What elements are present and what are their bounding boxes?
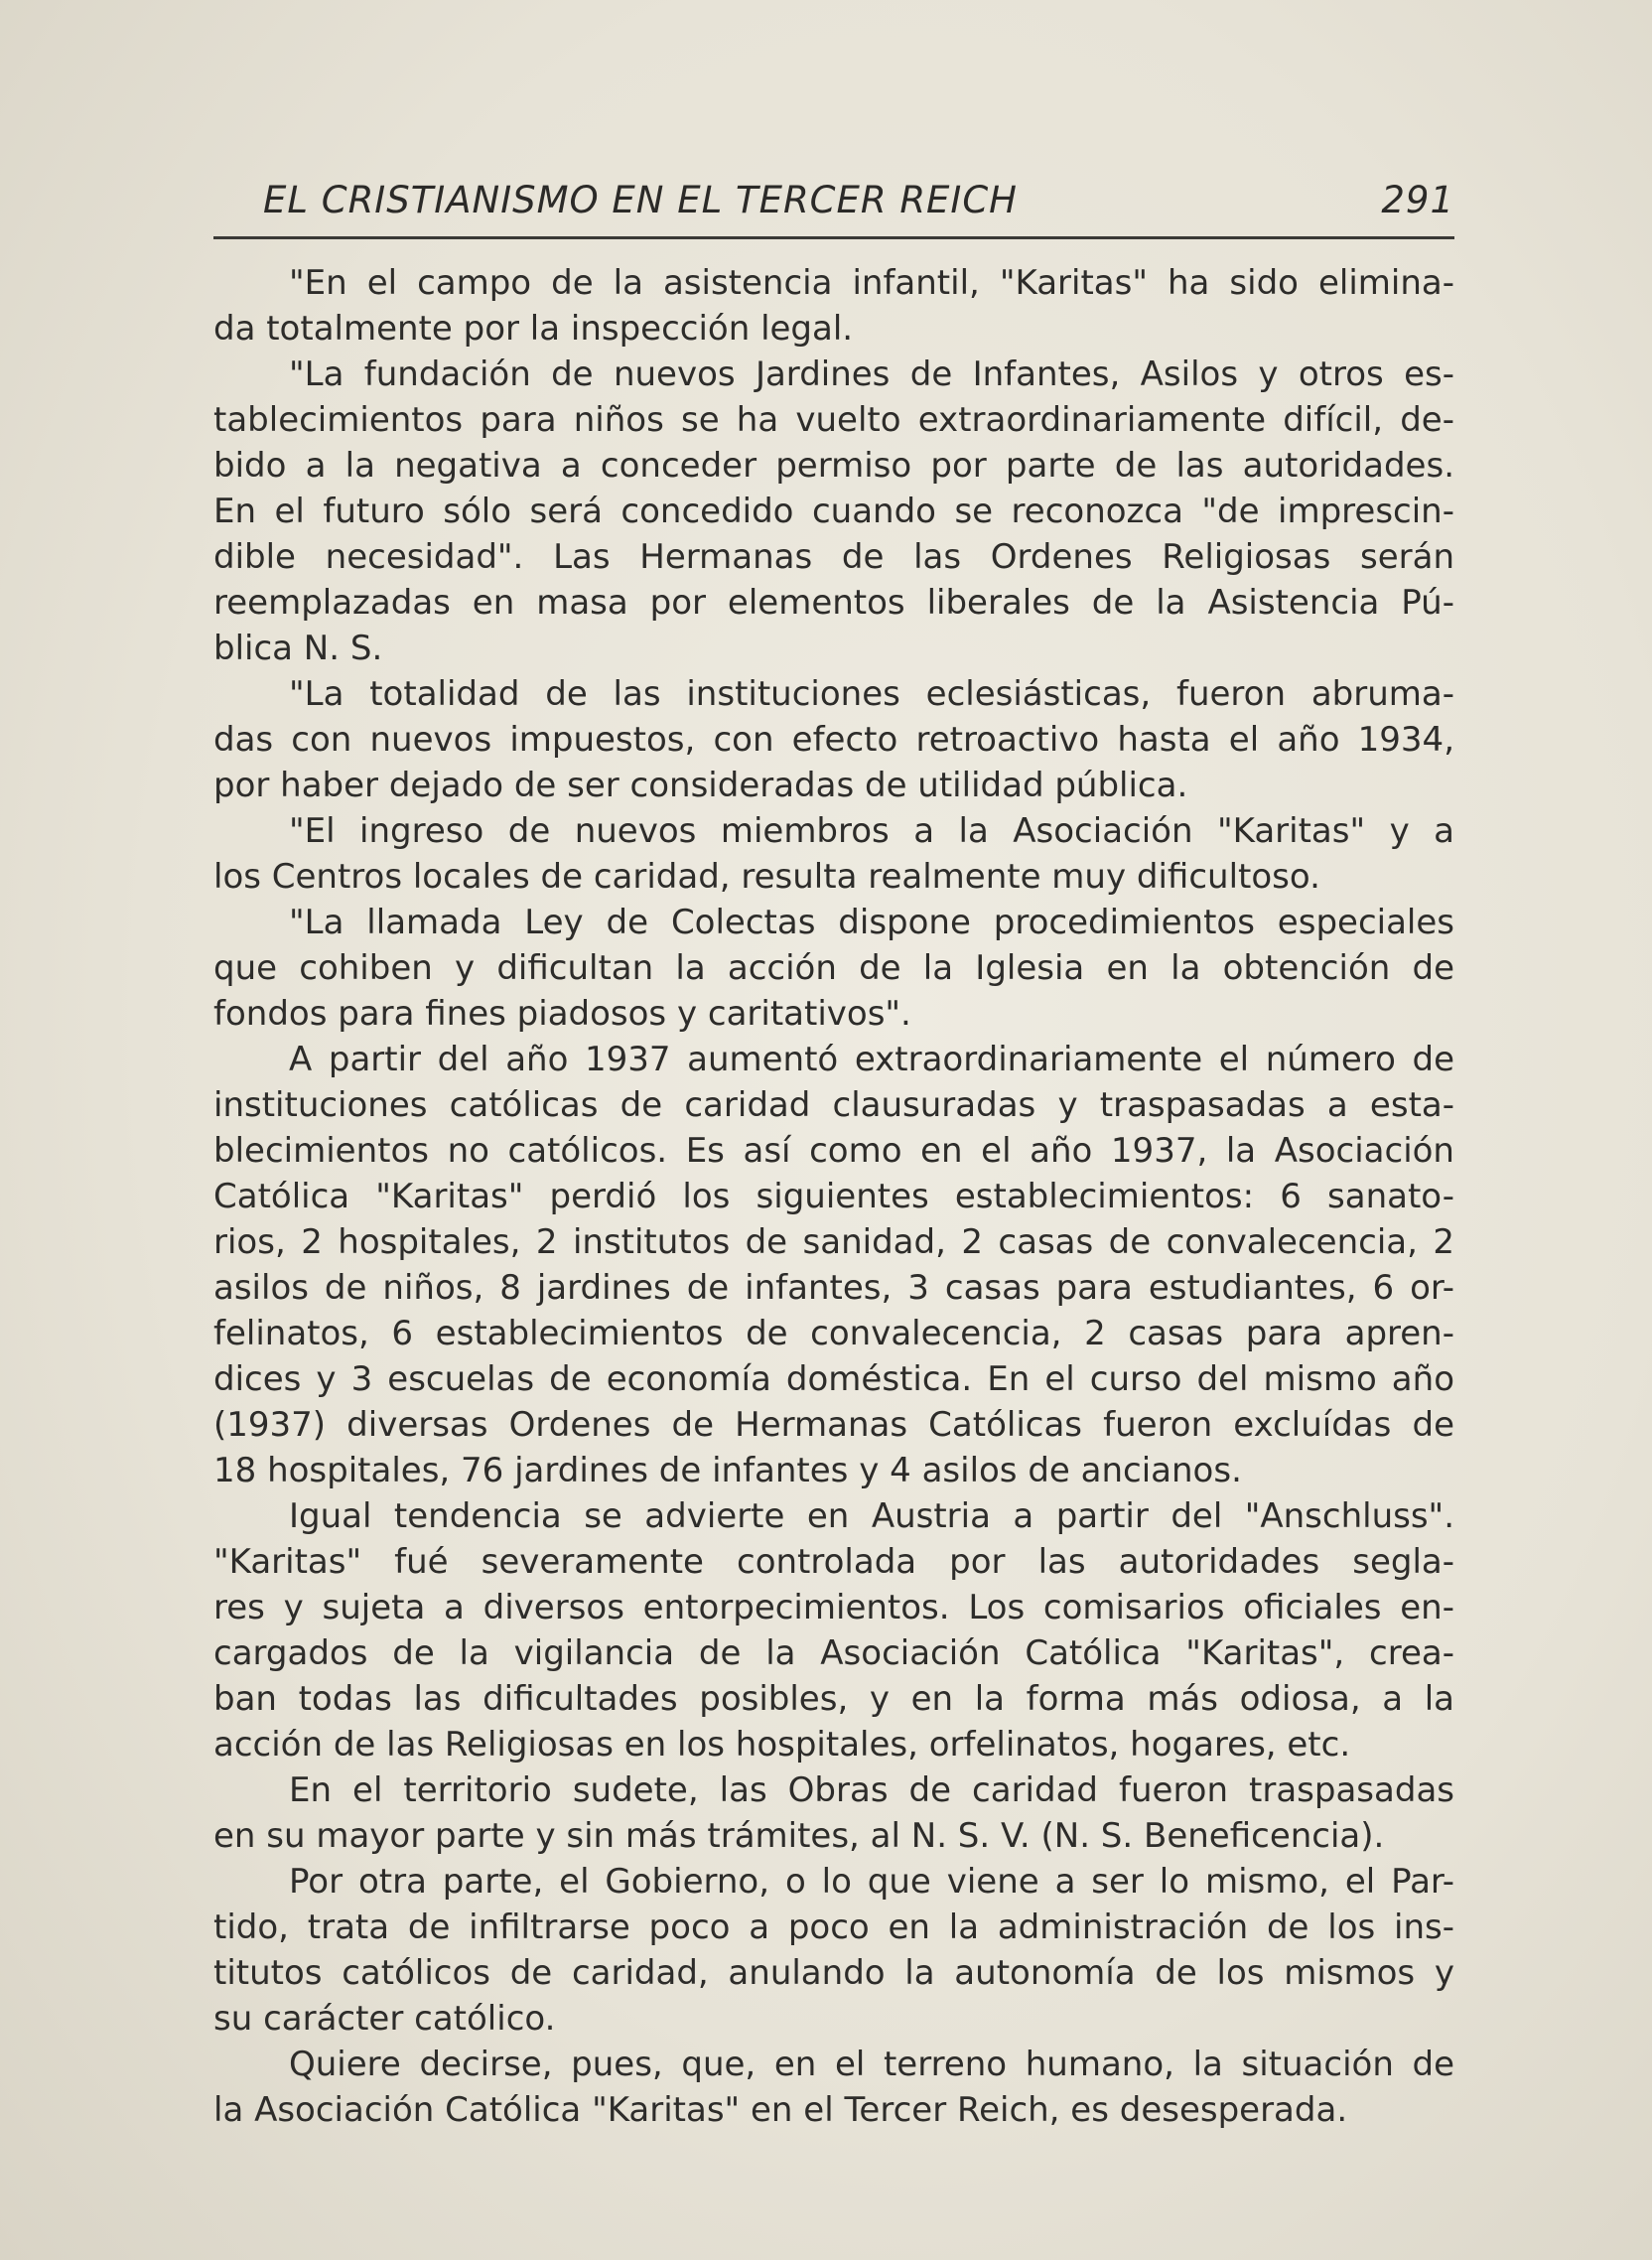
text-line: res y sujeta a diversos entorpecimientos. Los comisarios oficiales en-: [213, 1588, 1454, 1627]
text-line: rios, 2 hospitales, 2 institutos de sanidad, 2 casas de convalecencia, 2: [213, 1222, 1454, 1262]
paragraph: [213, 2042, 1454, 2133]
text-line: asilos de niños, 8 jardines de infantes, 3 casas para estudiantes, 6 or-: [213, 1268, 1454, 1308]
text-line: blica N. S.: [213, 629, 383, 668]
text-line: "Karitas" fué severamente controlada por las autoridades segla-: [213, 1542, 1454, 1582]
text-line: das con nuevos impuestos, con efecto retroactivo hasta el año 1934,: [213, 720, 1454, 760]
text-line: En el futuro sólo será concedido cuando se reconozca "de imprescin-: [213, 492, 1454, 531]
paragraph: [213, 1859, 1454, 2042]
text-line: Igual tendencia se advierte en Austria a partir del "Anschluss".: [289, 1496, 1454, 1536]
text-line: tablecimientos para niños se ha vuelto extraordinariamente difícil, de-: [213, 400, 1454, 440]
text-line: ban todas las dificultades posibles, y en la forma más odiosa, a la: [213, 1679, 1454, 1719]
text-line: instituciones católicas de caridad clausuradas y traspasadas a esta-: [213, 1085, 1454, 1125]
text-line: dices y 3 escuelas de economía doméstica. En el curso del mismo año: [213, 1359, 1454, 1399]
text-line: por haber dejado de ser consideradas de utilidad pública.: [213, 766, 1188, 805]
text-line: blecimientos no católicos. Es así como en el año 1937, la Asociación: [213, 1131, 1454, 1171]
text-line: "En el campo de la asistencia infantil, "Karitas" ha sido elimina-: [289, 263, 1454, 303]
paragraph: [213, 808, 1454, 900]
paragraph: [213, 1493, 1454, 1767]
page-header: [213, 179, 1454, 238]
text-line: los Centros locales de caridad, resulta realmente muy dificultoso.: [213, 857, 1320, 897]
text-line: tido, trata de infiltrarse poco a poco en la administración de los ins-: [213, 1907, 1454, 1947]
text-line: dible necesidad". Las Hermanas de las Ordenes Religiosas serán: [213, 537, 1454, 577]
running-title: EL CRISTIANISMO EN EL TERCER REICH: [263, 179, 1018, 221]
text-line: la Asociación Católica "Karitas" en el Tercer Reich, es desesperada.: [213, 2090, 1348, 2130]
body-text: [213, 260, 1454, 2133]
paragraph: [213, 671, 1454, 808]
text-line: (1937) diversas Ordenes de Hermanas Católicas fueron excluídas de: [213, 1405, 1454, 1445]
text-line: que cohiben y dificultan la acción de la Iglesia en la obtención de: [213, 948, 1454, 988]
text-line: Quiere decirse, pues, que, en el terreno humano, la situación de: [289, 2045, 1454, 2084]
text-line: su carácter católico.: [213, 1999, 556, 2039]
text-line: Católica "Karitas" perdió los siguientes establecimientos: 6 sanato-: [213, 1177, 1454, 1216]
text-line: "La totalidad de las instituciones eclesiásticas, fueron abruma-: [289, 674, 1454, 714]
text-line: bido a la negativa a conceder permiso por parte de las autoridades.: [213, 446, 1454, 486]
text-line: titutos católicos de caridad, anulando la autonomía de los mismos y: [213, 1953, 1454, 1993]
text-line: en su mayor parte y sin más trámites, al N. S. V. (N. S. Beneficencia).: [213, 1816, 1385, 1856]
text-line: felinatos, 6 establecimientos de convalecencia, 2 casas para apren-: [213, 1314, 1454, 1353]
text-line: 18 hospitales, 76 jardines de infantes y 4 asilos de ancianos.: [213, 1451, 1242, 1490]
text-line: Por otra parte, el Gobierno, o lo que viene a ser lo mismo, el Par-: [289, 1862, 1454, 1902]
page-number: 291: [1381, 179, 1454, 221]
text-line: "El ingreso de nuevos miembros a la Asociación "Karitas" y a: [289, 811, 1454, 851]
text-line: En el territorio sudete, las Obras de caridad fueron traspasadas: [289, 1770, 1454, 1810]
text-line: "La llamada Ley de Colectas dispone procedimientos especiales: [289, 903, 1454, 942]
paragraph: [213, 352, 1454, 671]
text-line: cargados de la vigilancia de la Asociación Católica "Karitas", crea-: [213, 1633, 1454, 1673]
header-rule: [213, 236, 1454, 239]
text-line: "La fundación de nuevos Jardines de Infantes, Asilos y otros es-: [289, 354, 1454, 394]
text-line: acción de las Religiosas en los hospitales, orfelinatos, hogares, etc.: [213, 1725, 1351, 1765]
paragraph: [213, 1767, 1454, 1859]
paragraph: [213, 260, 1454, 352]
paragraph: [213, 1037, 1454, 1493]
text-line: da totalmente por la inspección legal.: [213, 309, 854, 349]
text-line: reemplazadas en masa por elementos liberales de la Asistencia Pú-: [213, 583, 1454, 623]
text-line: fondos para fines piadosos y caritativos".: [213, 994, 911, 1034]
text-line: A partir del año 1937 aumentó extraordinariamente el número de: [289, 1040, 1454, 1079]
paragraph: [213, 900, 1454, 1037]
